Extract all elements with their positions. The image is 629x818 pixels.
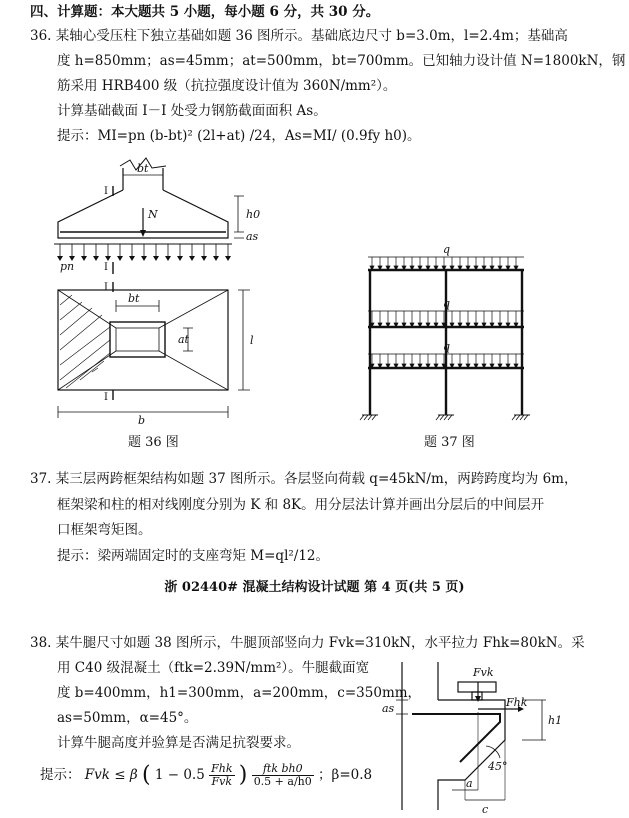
fig36-label-bt-plan: bt [128, 292, 140, 305]
fig36-label-at: at [178, 333, 189, 346]
fig38-label-as: as [382, 702, 395, 715]
q36-line-2: 度 h=850mm；as=45mm；at=500mm，bt=700mm。已知轴力设计值 N=1800kN，钢 [57, 53, 626, 69]
fig36-section-mark-3: I [104, 282, 108, 293]
fig38-label-h1: h1 [548, 714, 563, 727]
fig36-label-b: b [138, 414, 146, 427]
q36-line-3: 筋采用 HRB400 级（抗拉强度设计值为 360N/mm²）。 [57, 78, 397, 94]
fig36-label-N: N [148, 208, 158, 221]
q38-frac1-den: Fvk [211, 775, 233, 788]
fig38-label-a: a [466, 777, 473, 790]
fig36-section-mark-2: I [104, 262, 108, 273]
q38-hint-lhs: Fvk ≤ β [84, 767, 138, 783]
q37-line-2: 框架梁和柱的相对线刚度分别为 K 和 8K。用分层法计算并画出分层后的中间层开 [57, 497, 545, 513]
fig38-label-Fvk: Fvk [473, 666, 494, 679]
q38-line-2: 用 C40 级混凝土（ftk=2.39N/mm²）。牛腿截面宽 [57, 660, 370, 676]
fig36-section-mark-1: I [104, 186, 108, 197]
q38-frac2-den: 0.5 + a/h0 [253, 775, 312, 788]
fig36-label-bt-top: bt [137, 162, 149, 175]
q36-line-1: 36. 某轴心受压柱下独立基础如题 36 图所示。基础底边尺寸 b=3.0m，l=2.4m；基础高 [30, 28, 568, 44]
fig36-label-pn: pn [60, 260, 75, 273]
fig38-label-Fhk: Fhk [506, 696, 528, 709]
fig36-caption: 题 36 图 [128, 435, 179, 450]
q38-frac2-num: ftk bh0 [252, 763, 314, 776]
fig36-section-mark-4: I [104, 392, 108, 403]
q37-line-3: 口框架弯矩图。 [57, 522, 152, 538]
q38-hint-paren-open: ( [141, 762, 151, 788]
q38-hint-paren-close: ) [238, 762, 248, 788]
q38-hint-one-minus: 1 − 0.5 [154, 767, 205, 783]
q38-line-1: 38. 某牛腿尺寸如题 38 图所示，牛腿顶部竖向力 Fvk=310kN，水平拉力 Fhk=80kN。采 [30, 635, 585, 651]
section-heading: 四、计算题：本大题共 5 小题，每小题 6 分，共 30 分。 [30, 4, 380, 20]
q38-line-3: 度 b=400mm，h1=300mm，a=200mm，c=350mm， [57, 685, 422, 701]
fig36-label-h0: h0 [246, 208, 261, 221]
q38-line-5: 计算牛腿高度并验算是否满足抗裂要求。 [57, 735, 300, 751]
q36-hint: 提示：MI=pn (b-bt)² (2l+at) /24，As=MI/ (0.9fy h0)。 [57, 128, 421, 144]
q38-frac1-num: Fhk [211, 762, 233, 775]
q38-hint-beta: ；β=0.8 [318, 767, 373, 783]
fig37-load-label-2: q [443, 297, 451, 310]
fig37-caption: 题 37 图 [424, 435, 475, 450]
fig37-load-label-1: q [443, 340, 451, 353]
fig38-label-c: c [482, 803, 489, 816]
q37-line-1: 37. 某三层两跨框架结构如题 37 图所示。各层竖向荷载 q=45kN/m，两跨跨度均为 6m， [30, 471, 578, 487]
page-footer: 浙 02440# 混凝土结构设计试题 第 4 页(共 5 页) [164, 580, 465, 595]
q37-hint: 提示：梁两端固定时的支座弯矩 M=ql²/12。 [57, 548, 330, 564]
fig38-label-angle: 45° [488, 760, 508, 773]
q36-line-4: 计算基础截面 I－I 处受力钢筋截面面积 As。 [57, 103, 327, 119]
q38-line-4: as=50mm，α=45°。 [57, 710, 198, 726]
fig36-label-l: l [250, 334, 254, 347]
fig36-label-as: as [246, 230, 259, 243]
fig37-load-label-3: q [443, 243, 451, 256]
q38-hint-prefix: 提示： [40, 767, 81, 783]
